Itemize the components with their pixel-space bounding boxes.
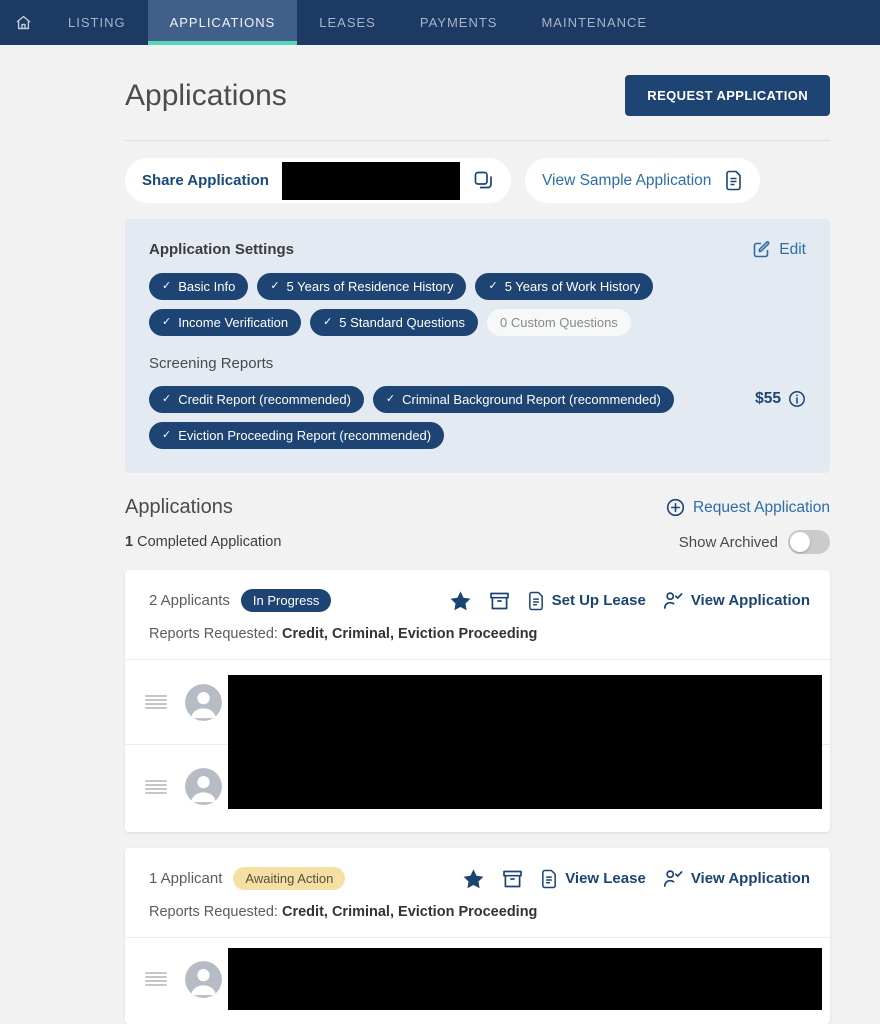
view-sample-application-pill[interactable] [525,158,760,203]
main-content [125,45,830,1024]
report-pill: ✓ Criminal Background Report (recommended) [373,386,674,413]
share-application-label: Share Application [142,172,269,189]
applicants-count: 2 Applicants [149,592,230,609]
reports-requested-line: Reports Requested: Credit, Criminal, Eviction Proceeding [149,626,538,642]
custom-questions-pill: 0 Custom Questions [487,309,631,336]
setting-pill: ✓ 5 Years of Residence History [257,273,466,300]
setting-pill: ✓ 5 Years of Work History [475,273,653,300]
view-application-link[interactable]: View Application [663,591,810,610]
page-title: Applications [125,78,287,112]
application-card [125,848,830,1024]
plus-circle-icon [666,498,685,517]
set-up-lease-link[interactable]: Set Up Lease [527,591,646,611]
nav-item-payments[interactable]: PAYMENTS [419,15,498,30]
avatar-icon [185,961,222,998]
view-lease-link[interactable]: View Lease [540,869,646,889]
applicant-rows [125,938,830,1024]
setting-pill: ✓ 5 Standard Questions [310,309,478,336]
applications-section-title: Applications [125,496,233,518]
view-application-link[interactable]: View Application [663,869,810,888]
show-archived-toggle[interactable] [788,530,830,554]
star-icon[interactable] [449,590,472,612]
top-navbar [0,0,880,45]
person-check-icon [663,869,684,888]
report-pill: ✓ Eviction Proceeding Report (recommended) [149,422,444,449]
applicant-rows [125,660,830,832]
document-icon [724,170,743,191]
view-sample-application-label: View Sample Application [541,171,712,189]
settings-title: Application Settings [149,241,295,258]
screening-reports-title: Screening Reports [149,355,274,372]
applicants-count: 1 Applicant [149,870,223,887]
show-archived-label: Show Archived [678,533,778,551]
info-icon[interactable] [788,390,806,408]
nav-item-listing[interactable]: LISTING [68,15,126,30]
screening-price: $55 [755,390,781,407]
drag-handle-icon[interactable] [145,695,167,709]
completed-count-line: 1 Completed Application [125,534,282,550]
avatar-icon [185,684,222,721]
edit-icon [752,240,771,259]
copy-icon[interactable] [473,170,494,191]
settings-pills [149,273,806,336]
setting-pill: ✓ Basic Info [149,273,248,300]
nav-item-maintenance[interactable]: MAINTENANCE [541,15,648,30]
share-application-pill[interactable] [125,158,511,203]
edit-settings-link[interactable]: Edit [752,240,806,259]
nav-item-leases[interactable]: LEASES [319,15,376,30]
toggle-knob [790,532,810,552]
star-icon[interactable] [462,868,485,890]
report-pill: ✓ Credit Report (recommended) [149,386,364,413]
home-icon [15,14,32,31]
archive-icon[interactable] [489,591,510,611]
status-badge: In Progress [241,589,331,612]
redacted-share-link [282,162,460,200]
drag-handle-icon[interactable] [145,780,167,794]
screening-report-pills [149,386,694,449]
page-header [125,45,830,141]
application-card [125,570,830,832]
document-icon [527,591,545,611]
person-check-icon [663,591,684,610]
document-icon [540,869,558,889]
redacted-applicant-info [228,948,822,1010]
drag-handle-icon[interactable] [145,972,167,986]
redacted-applicant-info [228,675,822,809]
share-row [125,158,830,203]
archive-icon[interactable] [502,869,523,889]
status-badge: Awaiting Action [233,867,345,890]
home-button[interactable] [0,0,46,45]
setting-pill: ✓ Income Verification [149,309,301,336]
request-application-button[interactable]: REQUEST APPLICATION [625,75,830,116]
nav-item-applications[interactable]: APPLICATIONS [148,0,298,45]
request-application-link[interactable]: Request Application [666,498,830,517]
avatar-icon [185,768,222,805]
reports-requested-line: Reports Requested: Credit, Criminal, Eviction Proceeding [149,904,538,920]
application-settings-panel [125,219,830,473]
